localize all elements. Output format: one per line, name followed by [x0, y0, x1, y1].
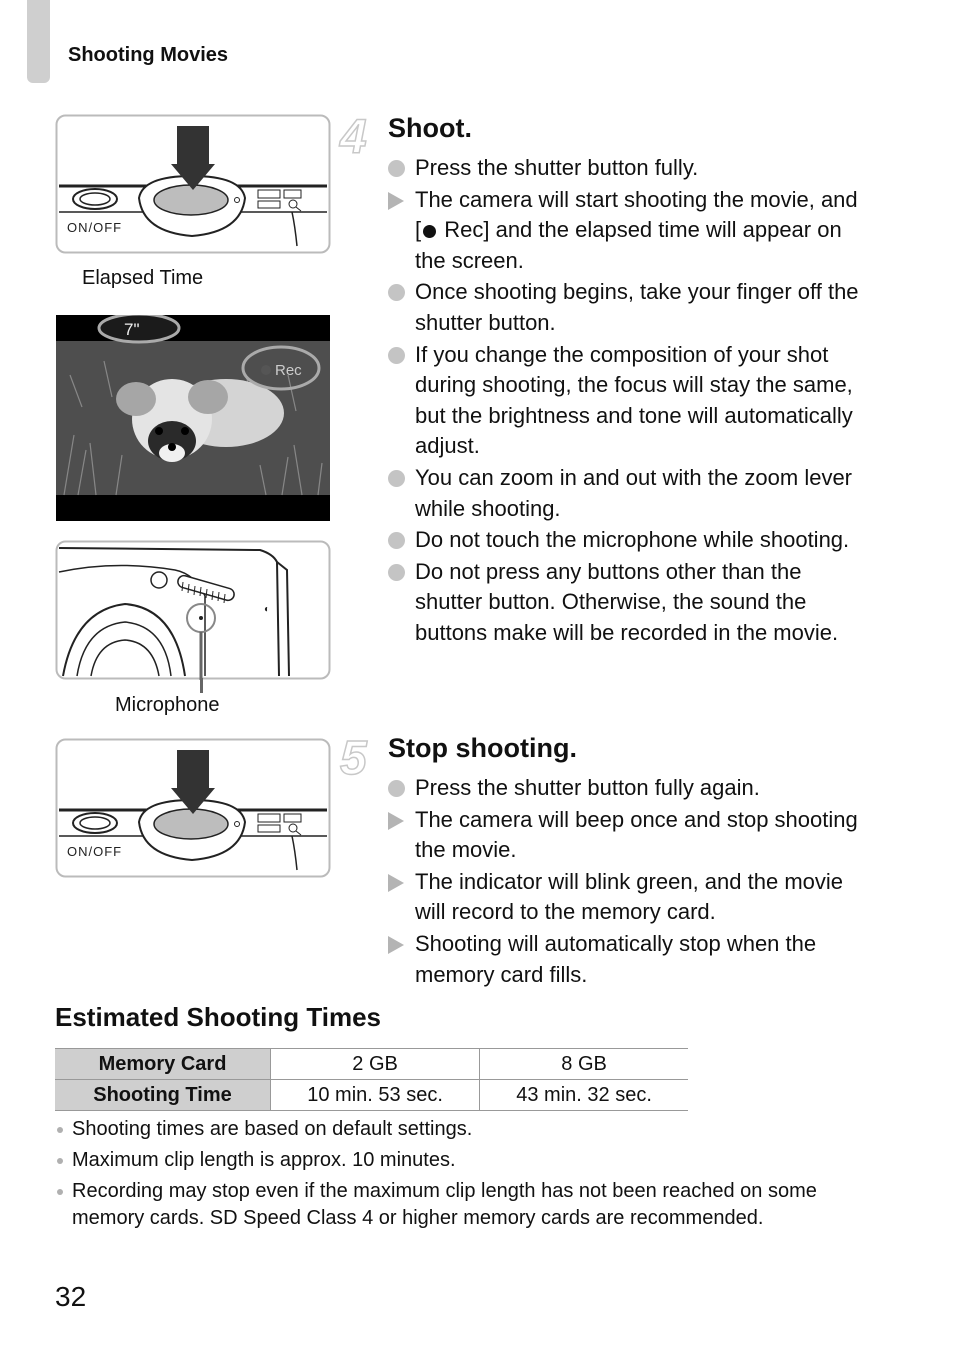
list-item: If you change the composition of your shot during shooting, the focus will stay the same, but the brightness and tone will automatically adjust. [388, 340, 868, 462]
bullet-circle-icon [388, 284, 405, 301]
bullet-circle-icon [388, 470, 405, 487]
table-row [55, 1049, 688, 1080]
list-item: You can zoom in and out with the zoom lever while shooting. [388, 463, 868, 524]
bullet-circle-icon [388, 780, 405, 797]
list-item: The camera will beep once and stop shooting the movie. [388, 805, 868, 866]
shutter-press-illustration [55, 114, 331, 254]
note-item: Shooting times are based on default settings. [55, 1116, 875, 1143]
list-item: Press the shutter button fully. [388, 153, 868, 184]
note-item: Maximum clip length is approx. 10 minutes. [55, 1147, 875, 1174]
result-arrow-icon [388, 874, 404, 892]
step4-list [388, 153, 868, 650]
list-item: Once shooting begins, take your finger off the shutter button. [388, 277, 868, 338]
recording-screen-illustration [56, 315, 330, 521]
microphone-caption: Microphone [115, 694, 220, 716]
microphone-illustration [55, 540, 331, 680]
shutter-press-again-illustration [55, 738, 331, 878]
result-arrow-icon [388, 936, 404, 954]
bullet-circle-icon [388, 347, 405, 364]
table-cell: 10 min. 53 sec. [271, 1080, 480, 1111]
table-row-header: Memory Card [55, 1049, 271, 1080]
table-row [55, 1080, 688, 1111]
bullet-circle-icon [388, 532, 405, 549]
note-item: Recording may stop even if the maximum clip length has not been reached on some memory cards. SD Speed Class 4 or higher memory cards are recommended. [55, 1178, 875, 1232]
power-lamp-icon: ◐ [264, 604, 271, 615]
elapsed-time-caption: Elapsed Time [82, 267, 204, 289]
table-cell: 43 min. 32 sec. [480, 1080, 688, 1111]
chapter-tab [27, 0, 50, 83]
list-item: Do not touch the microphone while shooting. [388, 525, 868, 556]
step5-list [388, 773, 868, 991]
section-title: Shooting Movies [68, 44, 228, 66]
rec-indicator: Rec [275, 362, 302, 379]
microphone-leader-line [200, 678, 203, 693]
list-item: Do not press any buttons other than the shutter button. Otherwise, the sound the buttons make will be recorded in the movie. [388, 557, 868, 649]
bullet-circle-icon [388, 160, 405, 177]
estimated-times-heading: Estimated Shooting Times [55, 1002, 382, 1032]
step-number: 5 [340, 732, 367, 785]
elapsed-time-readout: 7" [124, 320, 140, 339]
onoff-label: ON/OFF [67, 220, 123, 235]
notes-list [55, 1116, 875, 1236]
onoff-label: ON/OFF [67, 844, 123, 859]
table-cell: 8 GB [480, 1049, 688, 1080]
list-item: The indicator will blink green, and the movie will record to the memory card. [388, 867, 868, 928]
list-item: Shooting will automatically stop when the memory card fills. [388, 929, 868, 990]
list-item: The camera will start shooting the movie, and [ Rec] and the elapsed time will appear on the screen. [388, 185, 868, 277]
list-item: Press the shutter button fully again. [388, 773, 868, 804]
step-title: Shoot. [388, 113, 472, 143]
bullet-circle-icon [388, 564, 405, 581]
table-row-header: Shooting Time [55, 1080, 271, 1111]
table-cell: 2 GB [271, 1049, 480, 1080]
record-dot-icon [423, 225, 436, 238]
result-arrow-icon [388, 812, 404, 830]
result-arrow-icon [388, 192, 404, 210]
page-number: 32 [55, 1281, 87, 1312]
step-title: Stop shooting. [388, 733, 577, 763]
shooting-times-table [55, 1048, 688, 1111]
step-number: 4 [340, 111, 367, 164]
